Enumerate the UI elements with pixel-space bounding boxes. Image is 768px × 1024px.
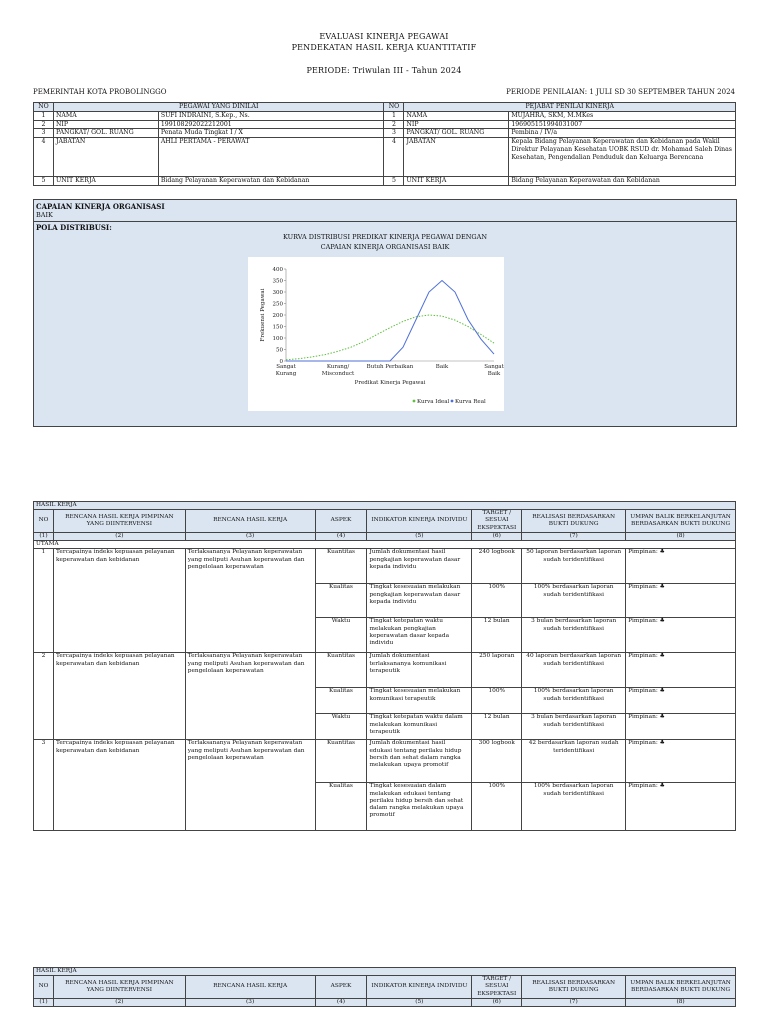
row-no: 2 [34,653,54,740]
umpan-balik: Pimpinan: ♣ [626,584,736,618]
pegawai-row [34,177,736,186]
column-number: (8) [626,998,736,1006]
aspek: Kualitas [315,584,367,618]
column-number: (2) [53,998,185,1006]
column-header: UMPAN BALIK BERKELANJUTAN BERDASARKAN BUKTI DUKUNG [626,510,736,533]
y-tick-label: 150 [272,324,283,331]
col-no: NO [384,103,404,112]
table-row [34,653,736,688]
column-header: TARGET / SESUAI EKSPEKTASI [472,976,522,999]
target: 100% [472,783,522,831]
x-tick-label: Misconduct [321,371,355,377]
indikator: Tingkat kesesuaian dalam melakukan edukasi tentang perilaku hidup bersih dan sehat dalam rangka melakukan upaya promotif [367,783,472,831]
row-label: PANGKAT/ GOL. RUANG [404,129,509,138]
chart-title-1: KURVA DISTRIBUSI PREDIKAT KINERJA PEGAWAI DENGAN [282,233,488,241]
rencana-pimpinan: Tercapainya indeks kepuasan pelayanan keperawatan dan kebidanan [53,549,185,653]
row-label: JABATAN [53,138,158,177]
column-header: RENCANA HASIL KERJA [185,510,315,533]
aspek: Kuantitas [315,653,367,688]
table-row [34,549,736,584]
hasil-kerja-caption: HASIL KERJA [34,968,736,976]
pola-label: POLA DISTRIBUSI: [36,223,112,232]
indikator: Jumlah dokumentasi terlaksananya komunikasi terapeutik [367,653,472,688]
hasil-kerja-table-2 [33,967,736,1007]
column-number: (2) [53,532,185,540]
pegawai-row [34,111,736,120]
realisasi: 100% berdasarkan laporan sudah teridentifikasi [522,783,626,831]
periode-penilaian: PERIODE PENILAIAN: 1 JULI SD 30 SEPTEMBER TAHUN 2024 [506,88,735,96]
penilai-value: Kepala Bidang Pelayanan Keperawatan dan Kebidanan pada Wakil Direktur Pelayanan Kesehatan UOBK RSUD dr. Mohamad Saleh Dinas Kesehatan, Pengendalian Penduduk dan Keluarga Berencana [509,138,736,177]
column-number: (7) [522,532,626,540]
row-no: 1 [384,111,404,120]
column-header: INDIKATOR KINERJA INDIVIDU [367,976,472,999]
umpan-balik: Pimpinan: ♣ [626,783,736,831]
realisasi: 100% berdasarkan laporan sudah teridentifikasi [522,584,626,618]
y-tick-label: 0 [279,359,283,365]
y-axis-label: Frekuensi Pegawai [260,288,266,342]
y-tick-label: 300 [272,290,283,296]
umpan-balik: Pimpinan: ♣ [626,618,736,653]
penilai-head: PEJABAT PENILAI KINERJA [404,103,736,112]
y-tick-label: 400 [272,267,283,273]
realisasi: 3 bulan berdasarkan laporan sudah teridentifikasi [522,618,626,653]
rencana-pimpinan: Tercapainya indeks kepuasan pelayanan keperawatan dan kebidanan [53,653,185,740]
row-label: NAMA [53,111,158,120]
umpan-balik: Pimpinan: ♣ [626,740,736,783]
row-no: 3 [384,129,404,138]
column-header: RENCANA HASIL KERJA PIMPINAN YANG DIINTERVENSI [53,976,185,999]
indikator: Jumlah dokumentasi hasil pengkajian keperawatan dasar kepada individu [367,549,472,584]
x-tick-label: Baik [487,371,501,377]
rencana-pimpinan: Tercapainya indeks kepuasan pelayanan keperawatan dan kebidanan [53,740,185,831]
col-no: NO [34,103,54,112]
organisasi-panel [33,199,737,427]
column-header: NO [34,976,54,999]
row-no: 4 [384,138,404,177]
row-no: 1 [34,549,54,653]
column-header: REALISASI BERDASARKAN BUKTI DUKUNG [522,510,626,533]
y-tick-label: 50 [276,347,283,354]
y-tick-label: 100 [272,336,283,342]
umpan-balik: Pimpinan: ♣ [626,688,736,714]
row-label: UNIT KERJA [53,177,158,186]
column-number: (1) [34,998,54,1006]
target: 240 logbook [472,549,522,584]
rencana-hasil-kerja: Terlaksananya Pelayanan keperawatan yang meliputi Asuhan keperawatan dan pengelolaan keperawatan [185,653,315,740]
legend-label: Kurva Ideal [417,399,450,405]
x-tick-label: Sangat [484,364,504,370]
chart-title-2: CAPAIAN KINERJA ORGANISASI BAIK [320,243,450,251]
series-line-1 [286,281,494,362]
hasil-kerja-table [33,501,736,831]
column-header: RENCANA HASIL KERJA [185,976,315,999]
row-label: NIP [53,120,158,129]
column-number: (4) [315,998,367,1006]
target: 100% [472,688,522,714]
row-no: 2 [384,120,404,129]
indikator: Tingkat ketepatan waktu dalam melakukan komunikasi terapeutik [367,714,472,740]
target: 12 bulan [472,618,522,653]
column-header: NO [34,510,54,533]
y-tick-label: 350 [272,278,283,285]
dinilai-value: SUFI INDRAINI, S.Kep., Ns. [158,111,384,120]
row-label: NAMA [404,111,509,120]
row-no: 3 [34,740,54,831]
x-tick-label: Sangat [276,364,296,370]
realisasi: 100% berdasarkan laporan sudah teridentifikasi [522,688,626,714]
legend-marker [451,400,454,403]
dinilai-value: Bidang Pelayanan Keperawatan dan Kebidanan [158,177,384,186]
penilai-value: Pembina / IV/a [509,129,736,138]
hasil-kerja-caption: HASIL KERJA [34,502,736,510]
row-label: UNIT KERJA [404,177,509,186]
aspek: Waktu [315,618,367,653]
column-number: (5) [367,532,472,540]
dinilai-head: PEGAWAI YANG DINILAI [53,103,384,112]
utama-label: UTAMA [34,541,736,549]
rencana-hasil-kerja: Terlaksananya Pelayanan keperawatan yang meliputi Asuhan keperawatan dan pengelolaan keperawatan [185,549,315,653]
target: 100% [472,584,522,618]
penilai-value: MUJAHRA, SKM, M.MKes [509,111,736,120]
column-number: (1) [34,532,54,540]
dinilai-value: Penata Muda Tingkat I / X [158,129,384,138]
penilai-value: Bidang Pelayanan Keperawatan dan Kebidanan [509,177,736,186]
umpan-balik: Pimpinan: ♣ [626,653,736,688]
periode: PERIODE: Triwulan III - Tahun 2024 [306,66,462,75]
row-no: 3 [34,129,54,138]
distribution-chart [248,257,504,411]
row-no: 4 [34,138,54,177]
dinilai-value: 199108292022212001 [158,120,384,129]
column-number: (7) [522,998,626,1006]
column-header: REALISASI BERDASARKAN BUKTI DUKUNG [522,976,626,999]
aspek: Kualitas [315,688,367,714]
row-label: NIP [404,120,509,129]
x-tick-label: Kurang [275,371,297,377]
indikator: Tingkat ketepatan waktu melakukan pengkajian keperawatan dasar kepada individu [367,618,472,653]
column-number: (3) [185,532,315,540]
column-number: (6) [472,998,522,1006]
aspek: Kuantitas [315,549,367,584]
pegawai-row [34,138,736,177]
realisasi: 50 laporan berdasarkan laporan sudah teridentifikasi [522,549,626,584]
column-number: (4) [315,532,367,540]
realisasi: 3 bulan berdasarkan laporan sudah teridentifikasi [522,714,626,740]
column-number: (5) [367,998,472,1006]
table-row [34,740,736,783]
row-no: 1 [34,111,54,120]
target: 12 bulan [472,714,522,740]
chart-svg [248,257,504,411]
organisasi-value: BAIK [36,211,53,219]
pegawai-row [34,129,736,138]
pegawai-table [33,102,736,186]
penilai-value: 196905151994031007 [509,120,736,129]
indikator: Tingkat kesesuaian melakukan komunikasi terapeutik [367,688,472,714]
column-number: (3) [185,998,315,1006]
realisasi: 42 berdasarkan laporan sudah teridentifikasi [522,740,626,783]
x-tick-label: Butuh Perbaikan [366,364,414,370]
column-header: INDIKATOR KINERJA INDIVIDU [367,510,472,533]
umpan-balik: Pimpinan: ♣ [626,549,736,584]
row-no: 5 [384,177,404,186]
realisasi: 40 laporan berdasarkan laporan sudah teridentifikasi [522,653,626,688]
indikator: Tingkat kesesuaian melakukan pengkajian keperawatan dasar kepada individu [367,584,472,618]
legend-marker [413,400,416,403]
column-header: TARGET / SESUAI EKSPEKTASI [472,510,522,533]
column-header: UMPAN BALIK BERKELANJUTAN BERDASARKAN BUKTI DUKUNG [626,976,736,999]
pegawai-row [34,120,736,129]
column-header: ASPEK [315,976,367,999]
organisasi-title: CAPAIAN KINERJA ORGANISASI [36,202,165,211]
column-number: (8) [626,532,736,540]
doc-subtitle: PENDEKATAN HASIL KERJA KUANTITATIF [291,43,477,52]
doc-title: EVALUASI KINERJA PEGAWAI [319,32,449,41]
y-tick-label: 200 [272,313,283,319]
y-tick-label: 250 [272,301,283,308]
series-line-0 [286,315,494,360]
aspek: Kualitas [315,783,367,831]
aspek: Kuantitas [315,740,367,783]
dinilai-value: AHLI PERTAMA - PERAWAT [158,138,384,177]
x-axis-label: Predikat Kinerja Pegawai [354,380,426,386]
x-tick-label: Kurang/ [326,364,350,370]
column-header: ASPEK [315,510,367,533]
target: 250 laporan [472,653,522,688]
aspek: Waktu [315,714,367,740]
row-label: JABATAN [404,138,509,177]
row-no: 5 [34,177,54,186]
column-header: RENCANA HASIL KERJA PIMPINAN YANG DIINTERVENSI [53,510,185,533]
column-number: (6) [472,532,522,540]
x-tick-label: Baik [435,364,449,370]
row-no: 2 [34,120,54,129]
umpan-balik: Pimpinan: ♣ [626,714,736,740]
target: 300 logbook [472,740,522,783]
indikator: Jumlah dokumentasi hasil edukasi tentang perilaku hidup bersih dan sehat dalam rangka melakukan upaya promotif [367,740,472,783]
legend-label: Kurva Real [455,399,486,405]
row-label: PANGKAT/ GOL. RUANG [53,129,158,138]
instansi: PEMERINTAH KOTA PROBOLINGGO [33,88,167,96]
rencana-hasil-kerja: Terlaksananya Pelayanan keperawatan yang meliputi Asuhan keperawatan dan pengelolaan keperawatan [185,740,315,831]
